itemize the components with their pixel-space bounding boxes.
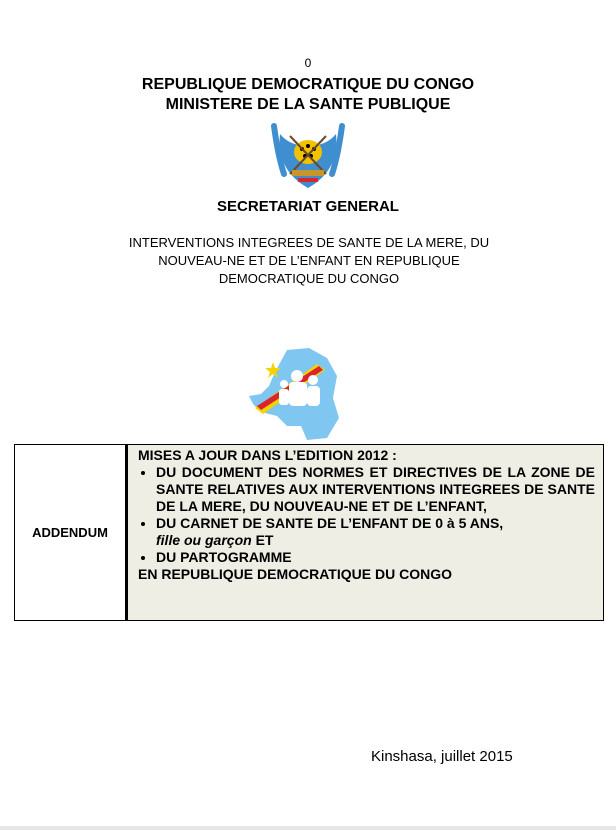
page-number: 0 xyxy=(304,56,312,70)
addendum-box xyxy=(14,444,604,621)
addendum-item-health-card-main: DU CARNET DE SANTE DE L’ENFANT DE 0 à 5 ANS, xyxy=(156,515,504,531)
drc-coat-of-arms-icon xyxy=(268,116,348,192)
addendum-heading: MISES A JOUR DANS L’EDITION 2012 : xyxy=(138,447,397,463)
addendum-item-health-card-tail: ET xyxy=(251,532,274,548)
addendum-item-partogram: • DU PARTOGRAMME xyxy=(156,549,595,566)
addendum-item-norms: • DU DOCUMENT DES NORMES ET DIRECTIVES DE LA ZONE DE SANTE RELATIVES AUX INTERVENTIONS INTEGREES DE SANTE DE LA MERE, DU NOUVEAU-NE ET DE L’ENFANT, xyxy=(156,464,595,515)
addendum-label: ADDENDUM xyxy=(15,445,128,620)
subtitle-line-3: DEMOCRATIQUE DU CONGO xyxy=(218,271,400,286)
footer-date: Kinshasa, juillet 2015 xyxy=(371,748,513,765)
ministry-header-country: REPUBLIQUE DEMOCRATIQUE DU CONGO xyxy=(141,76,475,93)
document-subtitle xyxy=(86,234,532,288)
page-bottom-edge xyxy=(0,826,616,830)
addendum-list xyxy=(138,464,595,566)
drc-flag-map-icon xyxy=(247,346,343,442)
addendum-item-health-card xyxy=(156,515,595,549)
addendum-closing: EN REPUBLIQUE DEMOCRATIQUE DU CONGO xyxy=(138,566,452,582)
addendum-content xyxy=(128,445,603,620)
addendum-item-health-card-italic: fille ou garçon xyxy=(156,532,252,548)
secretariat-general-title: SECRETARIAT GENERAL xyxy=(217,198,399,215)
subtitle-line-2: NOUVEAU-NE ET DE L’ENFANT EN REPUBLIQUE xyxy=(158,253,460,268)
subtitle-line-1: INTERVENTIONS INTEGREES DE SANTE DE LA MERE, DU xyxy=(128,235,490,250)
ministry-header-ministry: MINISTERE DE LA SANTE PUBLIQUE xyxy=(165,96,451,113)
